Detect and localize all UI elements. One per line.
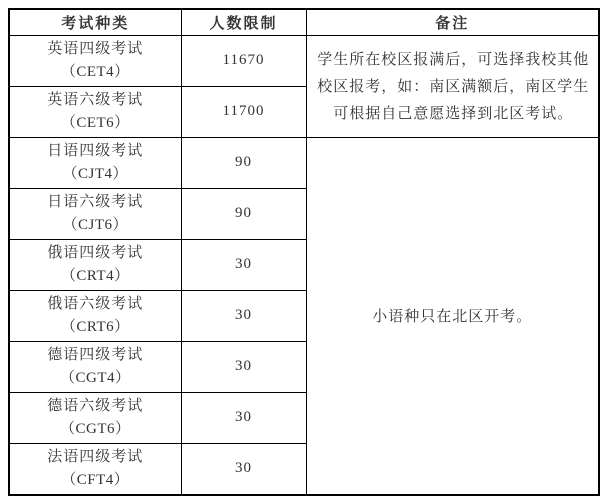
exam-code: （CGT4） (59, 369, 131, 386)
limit-cell: 11700 (181, 86, 306, 137)
exam-name: 英语六级考试 (47, 91, 144, 108)
limit-cell: 30 (181, 341, 306, 392)
exam-code: （CJT4） (62, 165, 128, 182)
exam-code: （CFT4） (61, 471, 130, 488)
exam-code: （CET4） (60, 63, 130, 80)
exam-code: （CGT6） (59, 420, 131, 437)
limit-cell: 30 (181, 239, 306, 290)
exam-quota-table (8, 8, 600, 496)
table-row-cjt4 (9, 137, 599, 188)
exam-type-cell (9, 86, 181, 137)
note-campus: 学生所在校区报满后，可选择我校其他校区报考，如：南区满额后，南区学生可根据自己意愿选择到北区考试。 (306, 35, 599, 137)
exam-code: （CET6） (60, 114, 130, 131)
exam-name: 德语四级考试 (47, 346, 144, 363)
header-exam-type: 考试种类 (9, 9, 181, 35)
exam-code: （CRT4） (60, 267, 130, 284)
limit-cell: 90 (181, 137, 306, 188)
limit-cell: 11670 (181, 35, 306, 86)
exam-type-cell (9, 443, 181, 495)
limit-cell: 30 (181, 392, 306, 443)
exam-name: 日语六级考试 (47, 193, 144, 210)
limit-cell: 90 (181, 188, 306, 239)
exam-type-cell (9, 188, 181, 239)
exam-type-cell (9, 137, 181, 188)
exam-name: 法语四级考试 (47, 448, 144, 465)
exam-type-cell (9, 290, 181, 341)
exam-name: 英语四级考试 (47, 40, 144, 57)
exam-name: 俄语六级考试 (47, 295, 144, 312)
table-row-cet4 (9, 35, 599, 86)
header-limit: 人数限制 (181, 9, 306, 35)
exam-code: （CRT6） (60, 318, 130, 335)
exam-name: 德语六级考试 (47, 397, 144, 414)
exam-type-cell (9, 341, 181, 392)
note-minor-language: 小语种只在北区开考。 (306, 137, 599, 495)
exam-type-cell (9, 239, 181, 290)
exam-type-cell (9, 392, 181, 443)
exam-code: （CJT6） (62, 216, 128, 233)
limit-cell: 30 (181, 443, 306, 495)
table-header-row (9, 9, 599, 35)
exam-name: 日语四级考试 (47, 142, 144, 159)
header-remark: 备注 (306, 9, 599, 35)
exam-type-cell (9, 35, 181, 86)
limit-cell: 30 (181, 290, 306, 341)
exam-name: 俄语四级考试 (47, 244, 144, 261)
